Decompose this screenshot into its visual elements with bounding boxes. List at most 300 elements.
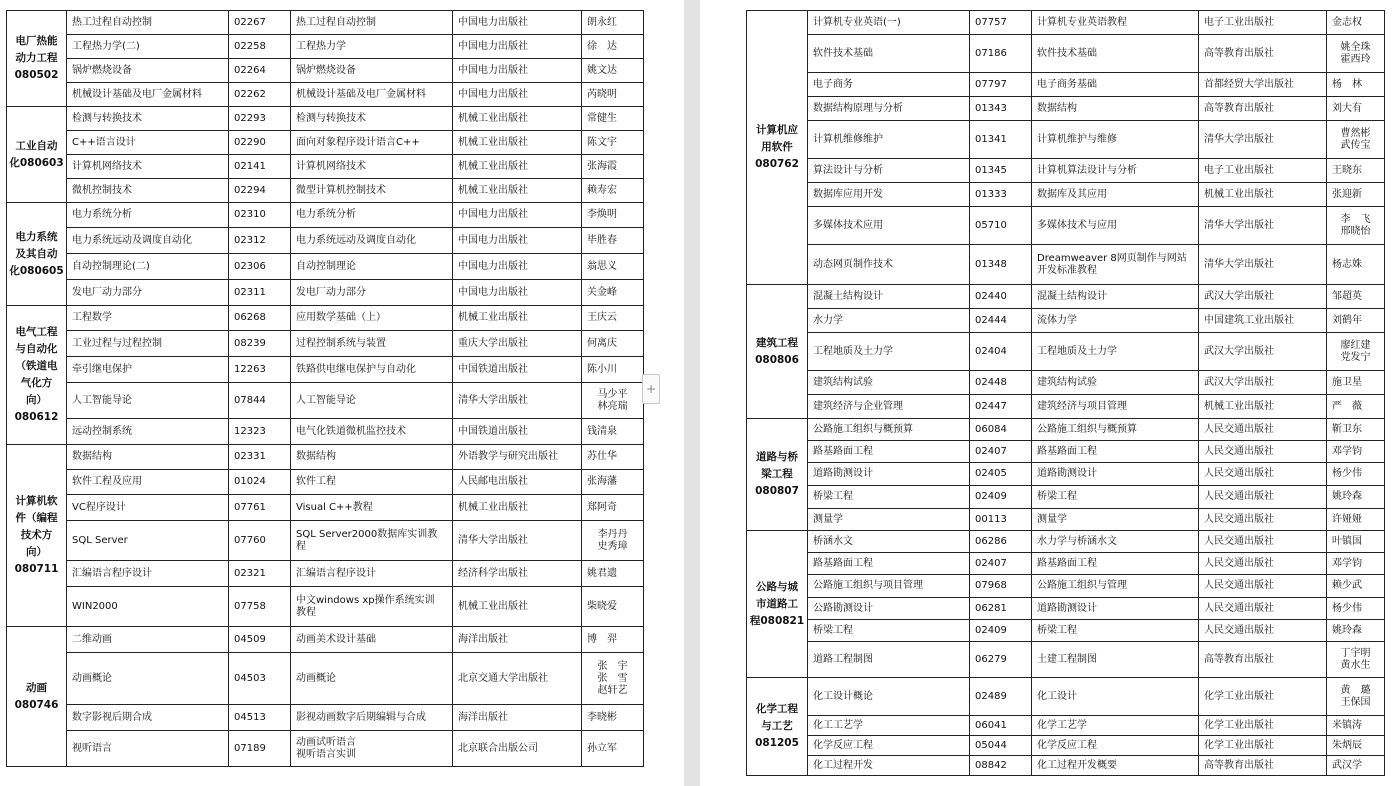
textbook-cell: 工程地质及土力学: [1032, 333, 1199, 371]
table-row: [747, 371, 1385, 395]
editor-cell: 施卫星: [1327, 371, 1385, 395]
publisher-cell: 重庆大学出版社: [453, 331, 582, 357]
major-cell: [747, 285, 808, 419]
table-row: [7, 731, 644, 767]
textbook-cell: 多媒体技术与应用: [1032, 207, 1199, 245]
textbook-cell: 化工设计: [1032, 678, 1199, 716]
editor-cell: 许娅娅: [1327, 509, 1385, 531]
textbook-cell-line: 开发标准教程: [1037, 264, 1097, 276]
course-code-cell: 08239: [229, 331, 291, 357]
course-name-cell: SQL Server: [67, 521, 229, 561]
textbook-cell: 汇编语言程序设计: [291, 561, 453, 587]
editor-cell: [1327, 121, 1385, 159]
table-row: [747, 309, 1385, 333]
editor-cell: 邓学钧: [1327, 553, 1385, 575]
textbook-cell: 动画概论: [291, 653, 453, 705]
editor-cell: 叶镇国: [1327, 531, 1385, 553]
textbook-cell: 道路勘测设计: [1032, 598, 1199, 620]
major-cell-line: 建筑工程: [756, 336, 798, 349]
course-name-cell: 自动控制理论(二): [67, 254, 229, 280]
major-cell-line: 计算机软: [15, 495, 58, 507]
editor-cell: 杨 林: [1327, 73, 1385, 97]
course-code-cell: 02262: [229, 83, 291, 107]
textbook-cell: 公路施工组织与管理: [1032, 575, 1199, 598]
editor-cell: 博 羿: [582, 627, 644, 653]
textbook-cell-line: 视听语言实训: [296, 748, 356, 760]
major-cell: [7, 107, 67, 203]
course-name-cell: 公路施工组织与概预算: [808, 419, 970, 441]
major-cell: [7, 445, 67, 627]
major-cell-line: 化080605: [9, 264, 64, 277]
course-name-cell: 工业过程与过程控制: [67, 331, 229, 357]
publisher-cell: 高等教育出版社: [1199, 35, 1327, 73]
textbook-cell: 混凝土结构设计: [1032, 285, 1199, 309]
publisher-cell: 中国电力出版社: [453, 35, 582, 59]
table-row: [7, 35, 644, 59]
table-row: [7, 83, 644, 107]
textbook-cell: 过程控制系统与装置: [291, 331, 453, 357]
editor-cell: [1327, 207, 1385, 245]
editor-cell: 杨少伟: [1327, 598, 1385, 620]
textbook-cell: 化工过程开发概要: [1032, 756, 1199, 776]
publisher-cell: 北京联合出版公司: [453, 731, 582, 767]
course-table-left: [6, 10, 644, 767]
course-name-cell: WIN2000: [67, 587, 229, 627]
course-name-cell: 桥梁工程: [808, 620, 970, 642]
editor-cell: 刘鹤年: [1327, 309, 1385, 333]
course-name-cell: 桥梁工程: [808, 486, 970, 509]
publisher-cell: 武汉大学出版社: [1199, 371, 1327, 395]
textbook-cell: 建筑经济与项目管理: [1032, 395, 1199, 419]
major-cell: [7, 11, 67, 107]
course-name-cell: 公路施工组织与项目管理: [808, 575, 970, 598]
table-row: [747, 756, 1385, 776]
course-code-cell: 02447: [970, 395, 1032, 419]
document-page-right: [700, 0, 1392, 786]
editor-cell: 姚文达: [582, 59, 644, 83]
course-name-cell: 微机控制技术: [67, 179, 229, 203]
table-row: [747, 620, 1385, 642]
editor-cell-line: 曹然彬: [1340, 127, 1371, 139]
course-name-cell: 化学反应工程: [808, 736, 970, 756]
document-page-left: [0, 0, 684, 786]
table-row: [7, 495, 644, 521]
course-name-cell: 路基路面工程: [808, 441, 970, 463]
textbook-cell: 软件工程: [291, 470, 453, 495]
major-cell-line: 向）: [26, 546, 47, 558]
editor-cell: 武汉学: [1327, 756, 1385, 776]
course-code-cell: 02405: [970, 463, 1032, 486]
course-name-cell: 道路工程制图: [808, 642, 970, 678]
textbook-cell: [291, 521, 453, 561]
course-code-cell: 07761: [229, 495, 291, 521]
course-code-cell: 01345: [970, 159, 1032, 183]
editor-cell: 苏仕华: [582, 445, 644, 470]
table-row: [7, 705, 644, 731]
table-row: [7, 11, 644, 35]
textbook-cell: 应用数学基础（上）: [291, 306, 453, 331]
major-cell-line: 080612: [14, 411, 59, 423]
course-name-cell: 动画概论: [67, 653, 229, 705]
course-name-cell: 软件工程及应用: [67, 470, 229, 495]
table-row: [747, 207, 1385, 245]
textbook-cell: 机械设计基础及电厂金属材料: [291, 83, 453, 107]
course-name-cell: 工程数学: [67, 306, 229, 331]
editor-cell: 严 薇: [1327, 395, 1385, 419]
publisher-cell: 化学工业出版社: [1199, 736, 1327, 756]
course-code-cell: 04509: [229, 627, 291, 653]
course-name-cell: 数据库应用开发: [808, 183, 970, 207]
publisher-cell: 机械工业出版社: [453, 131, 582, 155]
editor-cell: 王庆云: [582, 306, 644, 331]
table-row: [7, 587, 644, 627]
course-code-cell: 02407: [970, 441, 1032, 463]
textbook-cell: 计算机算法设计与分析: [1032, 159, 1199, 183]
editor-cell: 柴晓爱: [582, 587, 644, 627]
course-name-cell: 公路勘测设计: [808, 598, 970, 620]
publisher-cell: 机械工业出版社: [1199, 395, 1327, 419]
table-row: [747, 97, 1385, 121]
textbook-cell: 数据结构: [1032, 97, 1199, 121]
textbook-cell-line: 动画试听语言: [296, 736, 356, 748]
table-row: [7, 203, 644, 228]
table-row: [7, 155, 644, 179]
textbook-cell: [1032, 245, 1199, 285]
publisher-cell: 首都经贸大学出版社: [1199, 73, 1327, 97]
editor-cell: 王晓东: [1327, 159, 1385, 183]
textbook-cell: 电气化铁道微机监控技术: [291, 419, 453, 445]
course-code-cell: 07757: [970, 11, 1032, 35]
major-cell-line: 气化方: [20, 377, 53, 389]
course-code-cell: 07968: [970, 575, 1032, 598]
table-row: [7, 131, 644, 155]
course-code-cell: 01333: [970, 183, 1032, 207]
editor-cell-line: 赵轩艺: [597, 684, 628, 696]
course-code-cell: 08842: [970, 756, 1032, 776]
course-code-cell: 01343: [970, 97, 1032, 121]
course-code-cell: 02312: [229, 228, 291, 254]
publisher-cell: 中国建筑工业出版社: [1199, 309, 1327, 333]
publisher-cell: 武汉大学出版社: [1199, 333, 1327, 371]
table-row: [747, 598, 1385, 620]
major-cell-line: 动画: [26, 681, 47, 694]
publisher-cell: 清华大学出版社: [453, 521, 582, 561]
major-cell-line: 向）: [26, 394, 47, 406]
course-code-cell: 02409: [970, 620, 1032, 642]
course-code-cell: 02440: [970, 285, 1032, 309]
course-name-cell: 数据结构原理与分析: [808, 97, 970, 121]
textbook-cell: 路基路面工程: [1032, 441, 1199, 463]
table-row: [7, 228, 644, 254]
table-row: [7, 470, 644, 495]
publisher-cell: 人民交通出版社: [1199, 509, 1327, 531]
textbook-cell: 工程热力学: [291, 35, 453, 59]
publisher-cell: 人民邮电出版社: [453, 470, 582, 495]
table-row: [747, 159, 1385, 183]
editor-cell: 张海霞: [582, 155, 644, 179]
course-name-cell: 混凝土结构设计: [808, 285, 970, 309]
course-code-cell: 00113: [970, 509, 1032, 531]
editor-cell: 张迎新: [1327, 183, 1385, 207]
major-cell-line: 080762: [755, 158, 799, 170]
publisher-cell: 机械工业出版社: [453, 587, 582, 627]
publisher-cell: 中国电力出版社: [453, 11, 582, 35]
major-cell-line: 及其自动: [15, 247, 58, 260]
publisher-cell: 人民交通出版社: [1199, 598, 1327, 620]
course-code-cell: 02321: [229, 561, 291, 587]
editor-cell: 朱炳辰: [1327, 736, 1385, 756]
table-row: [747, 285, 1385, 309]
editor-cell: 米镇涛: [1327, 716, 1385, 736]
course-name-cell: 锅炉燃烧设备: [67, 59, 229, 83]
editor-cell: 张海藩: [582, 470, 644, 495]
course-table-right: [746, 10, 1385, 776]
course-name-cell: 计算机专业英语(一): [808, 11, 970, 35]
course-code-cell: 07189: [229, 731, 291, 767]
editor-cell: 钱清泉: [582, 419, 644, 445]
course-name-cell: 化工设计概论: [808, 678, 970, 716]
course-code-cell: 04513: [229, 705, 291, 731]
course-code-cell: 01024: [229, 470, 291, 495]
textbook-cell: 锅炉燃烧设备: [291, 59, 453, 83]
editor-cell: 常健生: [582, 107, 644, 131]
course-code-cell: 06268: [229, 306, 291, 331]
major-cell-line: 计算机应: [756, 124, 798, 136]
publisher-cell: 机械工业出版社: [453, 107, 582, 131]
publisher-cell: 机械工业出版社: [453, 155, 582, 179]
table-row: [7, 445, 644, 470]
editor-cell: 金志权: [1327, 11, 1385, 35]
major-cell: [747, 531, 808, 678]
textbook-cell-line: 程: [296, 540, 306, 552]
editor-cell: 朗永红: [582, 11, 644, 35]
editor-cell: 邓学钧: [1327, 441, 1385, 463]
editor-cell: [1327, 678, 1385, 716]
publisher-cell: 中国电力出版社: [453, 228, 582, 254]
major-cell-line: 市道路工: [756, 597, 798, 610]
course-name-cell: 多媒体技术应用: [808, 207, 970, 245]
course-code-cell: 02489: [970, 678, 1032, 716]
course-code-cell: 02407: [970, 553, 1032, 575]
major-cell: [7, 306, 67, 445]
table-row: [747, 121, 1385, 159]
course-code-cell: 06286: [970, 531, 1032, 553]
table-row: [747, 509, 1385, 531]
course-name-cell: 建筑经济与企业管理: [808, 395, 970, 419]
editor-cell: 杨志姝: [1327, 245, 1385, 285]
editor-cell-line: 霍西玲: [1340, 53, 1371, 65]
textbook-cell: 数据库及其应用: [1032, 183, 1199, 207]
textbook-cell: 路基路面工程: [1032, 553, 1199, 575]
publisher-cell: 机械工业出版社: [1199, 183, 1327, 207]
editor-cell-line: 党发宁: [1340, 351, 1371, 363]
textbook-cell: [291, 587, 453, 627]
table-row: [7, 331, 644, 357]
major-cell: [7, 627, 67, 767]
table-row: [7, 179, 644, 203]
textbook-cell: 道路勘测设计: [1032, 463, 1199, 486]
course-name-cell: 路基路面工程: [808, 553, 970, 575]
table-row: [747, 531, 1385, 553]
course-name-cell: 化工过程开发: [808, 756, 970, 776]
textbook-cell: 化学反应工程: [1032, 736, 1199, 756]
publisher-cell: 中国电力出版社: [453, 59, 582, 83]
textbook-cell: 铁路供电继电保护与自动化: [291, 357, 453, 383]
course-name-cell: 动态网页制作技术: [808, 245, 970, 285]
textbook-cell: 计算机网络技术: [291, 155, 453, 179]
textbook-cell: 化学工艺学: [1032, 716, 1199, 736]
course-name-cell: 电力系统分析: [67, 203, 229, 228]
publisher-cell: 化学工业出版社: [1199, 678, 1327, 716]
publisher-cell: 外语教学与研究出版社: [453, 445, 582, 470]
course-code-cell: 02293: [229, 107, 291, 131]
major-cell-line: 化080603: [9, 156, 64, 169]
textbook-cell: 软件技术基础: [1032, 35, 1199, 73]
major-cell-line: 080807: [755, 485, 799, 497]
course-code-cell: 06279: [970, 642, 1032, 678]
table-row: [747, 553, 1385, 575]
table-row: [747, 441, 1385, 463]
course-code-cell: 06084: [970, 419, 1032, 441]
course-code-cell: 04503: [229, 653, 291, 705]
editor-cell: 陈文宇: [582, 131, 644, 155]
editor-cell-line: 姚全珠: [1340, 41, 1371, 53]
major-cell-line: 与工艺: [761, 720, 793, 732]
editor-cell: 邹超英: [1327, 285, 1385, 309]
course-code-cell: 12323: [229, 419, 291, 445]
publisher-cell: 经济科学出版社: [453, 561, 582, 587]
course-code-cell: 02331: [229, 445, 291, 470]
table-row: [747, 183, 1385, 207]
course-code-cell: 07760: [229, 521, 291, 561]
editor-cell: 李晓彬: [582, 705, 644, 731]
publisher-cell: 海洋出版社: [453, 627, 582, 653]
course-name-cell: 人工智能导论: [67, 383, 229, 419]
table-row: [7, 419, 644, 445]
publisher-cell: 人民交通出版社: [1199, 419, 1327, 441]
course-code-cell: 02448: [970, 371, 1032, 395]
textbook-cell-line: 中文windows xp操作系统实训: [296, 594, 435, 606]
textbook-cell: 电力系统分析: [291, 203, 453, 228]
major-cell-line: 动力工程: [15, 52, 58, 64]
course-code-cell: 02404: [970, 333, 1032, 371]
editor-cell: 毕胜春: [582, 228, 644, 254]
table-row: [747, 642, 1385, 678]
table-row: [747, 486, 1385, 509]
major-cell: [747, 678, 808, 776]
table-row: [747, 245, 1385, 285]
textbook-cell-line: Dreamweaver 8网页制作与网站: [1037, 252, 1187, 264]
publisher-cell: 人民交通出版社: [1199, 575, 1327, 598]
course-name-cell: 数据结构: [67, 445, 229, 470]
course-code-cell: 05044: [970, 736, 1032, 756]
editor-cell-line: 王保国: [1340, 696, 1371, 708]
publisher-cell: 中国电力出版社: [453, 254, 582, 280]
publisher-cell: 中国电力出版社: [453, 203, 582, 228]
table-row: [7, 59, 644, 83]
textbook-cell-line: SQL Server2000数据库实训教: [296, 528, 438, 540]
major-cell: [747, 11, 808, 285]
course-name-cell: C++语言设计: [67, 131, 229, 155]
editor-cell: 何离庆: [582, 331, 644, 357]
course-name-cell: 数字影视后期合成: [67, 705, 229, 731]
textbook-cell: 面向对象程序设计语言C++: [291, 131, 453, 155]
editor-cell: 杨少伟: [1327, 463, 1385, 486]
textbook-cell: 建筑结构试验: [1032, 371, 1199, 395]
textbook-cell: 土建工程制图: [1032, 642, 1199, 678]
major-cell-line: 与自动化: [15, 343, 58, 355]
table-row: [7, 627, 644, 653]
editor-cell-line: 武传宝: [1340, 139, 1371, 151]
publisher-cell: 中国电力出版社: [453, 280, 582, 306]
course-code-cell: 02409: [970, 486, 1032, 509]
publisher-cell: 清华大学出版社: [1199, 121, 1327, 159]
textbook-cell: 自动控制理论: [291, 254, 453, 280]
publisher-cell: 人民交通出版社: [1199, 553, 1327, 575]
textbook-cell: 测量学: [1032, 509, 1199, 531]
major-cell-line: 用软件: [761, 141, 793, 153]
publisher-cell: 清华大学出版社: [453, 383, 582, 419]
split-handle-button[interactable]: +: [642, 374, 660, 404]
major-cell-line: 080711: [14, 563, 59, 575]
major-cell-line: 工业自动: [15, 139, 58, 152]
course-code-cell: 02267: [229, 11, 291, 35]
editor-cell: 关金峰: [582, 280, 644, 306]
course-name-cell: 化工工艺学: [808, 716, 970, 736]
course-name-cell: 视听语言: [67, 731, 229, 767]
editor-cell-line: 黄水生: [1340, 659, 1371, 671]
editor-cell-line: 邢晓怡: [1340, 225, 1371, 237]
course-name-cell: 汇编语言程序设计: [67, 561, 229, 587]
editor-cell-line: 林亮瑞: [597, 400, 628, 412]
course-code-cell: 01348: [970, 245, 1032, 285]
table-row: [747, 419, 1385, 441]
major-cell-line: 道路与桥: [756, 451, 798, 463]
publisher-cell: 武汉大学出版社: [1199, 285, 1327, 309]
course-code-cell: 02264: [229, 59, 291, 83]
table-row: [747, 463, 1385, 486]
major-cell: [7, 203, 67, 306]
publisher-cell: 海洋出版社: [453, 705, 582, 731]
publisher-cell: 人民交通出版社: [1199, 531, 1327, 553]
publisher-cell: 中国电力出版社: [453, 83, 582, 107]
publisher-cell: 高等教育出版社: [1199, 642, 1327, 678]
textbook-cell: 电力系统远动及调度自动化: [291, 228, 453, 254]
editor-cell: 孙立军: [582, 731, 644, 767]
publisher-cell: 人民交通出版社: [1199, 620, 1327, 642]
textbook-cell: 微型计算机控制技术: [291, 179, 453, 203]
editor-cell: [1327, 642, 1385, 678]
major-cell-line: 化学工程: [756, 703, 798, 715]
table-row: [7, 280, 644, 306]
editor-cell-line: 李丹丹: [597, 528, 628, 540]
textbook-cell: 数据结构: [291, 445, 453, 470]
editor-cell-line: 丁宇明: [1340, 647, 1371, 659]
publisher-cell: 人民交通出版社: [1199, 463, 1327, 486]
textbook-cell: 流体力学: [1032, 309, 1199, 333]
course-name-cell: 计算机维修维护: [808, 121, 970, 159]
table-row: [747, 575, 1385, 598]
course-name-cell: 算法设计与分析: [808, 159, 970, 183]
textbook-cell: 影视动画数字后期编辑与合成: [291, 705, 453, 731]
course-code-cell: 01341: [970, 121, 1032, 159]
textbook-cell: Visual C++教程: [291, 495, 453, 521]
editor-cell-line: 张 雪: [597, 672, 628, 684]
editor-cell-line: 史秀璋: [597, 540, 628, 552]
editor-cell: 翁思义: [582, 254, 644, 280]
course-code-cell: 07758: [229, 587, 291, 627]
editor-cell-line: 马少平: [597, 388, 628, 400]
